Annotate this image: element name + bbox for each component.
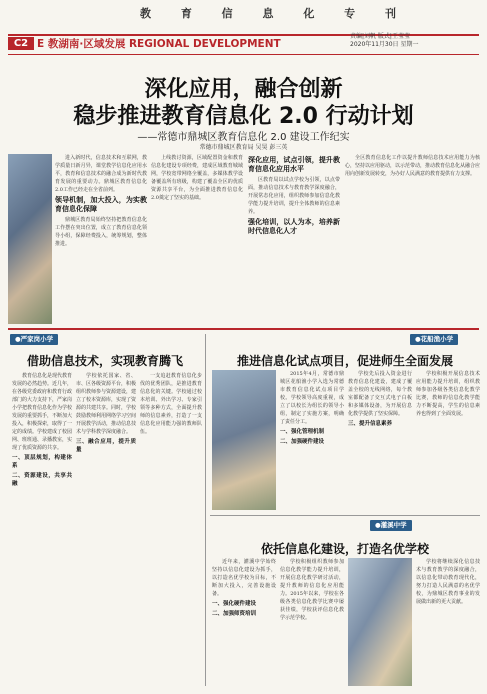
lead-paragraph: 区教育局以试点学校为引领，以点带面，推动信息技术与教育教学深度融合，开展常态化应用，组织教师参加信息化教学能力提升培训，提升全体教师的信息素养。 bbox=[248, 177, 340, 215]
school-photo bbox=[348, 558, 412, 686]
mid-column-2 bbox=[348, 370, 412, 512]
article-subheading: 一、强化硬件建设 bbox=[212, 601, 257, 607]
article-paragraph: 学校依托国家、省、市、区各级资源平台，积极组织教师参与资源建设，建立了校本资源库，实现了资源的共建共享。同时，学校鼓励教师利用网络学习空间开展教学活动，推动信息技术与学科教学深度融合。 bbox=[76, 373, 136, 435]
mid-column-1 bbox=[280, 370, 344, 512]
section-title: 借助信息技术，实现教育腾飞 bbox=[26, 354, 183, 368]
article-paragraph: 2015年4月，常德市鼎城区花船渔小学入选为常德市教育信息化试点项目学校。学校领导高度重视，成立了以校长为组长的领导小组，制定了实施方案，明确了责任分工。 bbox=[280, 371, 344, 425]
article-subheading: 二、资源建设，共享共融 bbox=[12, 473, 72, 487]
left-column-2 bbox=[76, 372, 136, 688]
lead-byline: 常德市鼎城区教育局 吴昊 彭三英 bbox=[199, 144, 288, 151]
section-title: 推进信息化试点项目，促进师生全面发展 bbox=[236, 354, 453, 368]
lead-title-line2: 稳步推进教育信息化 2.0 行动计划 bbox=[73, 104, 414, 129]
lead-column-3 bbox=[248, 154, 340, 324]
section-rule bbox=[210, 515, 480, 516]
lead-paragraph: 鼎城区教育局始终坚持把教育信息化工作摆在突出位置，成立了教育信息化领导小组，保障经费投入，统筹规划，整体推进。 bbox=[55, 217, 147, 247]
column-rule bbox=[205, 334, 206, 686]
article-subheading: 二、加强硬件建设 bbox=[280, 439, 325, 445]
lead-column-2 bbox=[151, 154, 243, 324]
bottom-column-3 bbox=[416, 558, 480, 688]
lead-column-4 bbox=[345, 154, 480, 324]
article-paragraph: 学校积极开展信息技术应用能力提升培训，组织教师参加各级各类信息化教学比赛，教师的信息化教学能力不断提高，学生的信息素养也得到了全面发展。 bbox=[416, 371, 480, 417]
article-paragraph: 近年来，灌溪中学始终坚持以信息化建设为抓手，以打造名优学校为目标，不断加大投入，完善设施设备。 bbox=[212, 559, 276, 597]
article-subheading: 一、顶层规划，构建体系 bbox=[12, 455, 72, 469]
lead-paragraph: 上线教讨资源，区域配置资金和教育信息化建设专项经费，建成区域教育城域网，学校宽带网络全覆盖，多媒体教学设备覆盖所有班级，构建了覆盖全区的优质资源共享平台，为全面推进教育信息化2.0奠定了坚实的基础。 bbox=[151, 155, 243, 201]
lead-subheading: 强化培训，以人为本，培养新时代信息化人才 bbox=[248, 218, 340, 235]
article-paragraph: 学校先后投入资金进行教育信息化建设，建成了覆盖全校的无线网络，每个教室都配备了交互式电子白板和多媒体设备，为开展信息化教学提供了坚实保障。 bbox=[348, 371, 412, 417]
page-number-tag: C2 bbox=[8, 37, 34, 50]
mid-column-3 bbox=[416, 370, 480, 512]
article-paragraph: 教育信息化是现代教育发展的必然趋势。近几年，在各级党委政府和教育行政部门的大力支持下，严家岗小学把教育信息化作为学校发展的重要抓手，不断加大投入，积极探索，取得了一定的成绩。学校建成了校园网、班班通、录播教室，实现了优质资源的共享。 bbox=[12, 373, 72, 451]
section-label-school: ●花船渔小学 bbox=[410, 334, 458, 345]
section-name: E 教湖南·区域发展 REGIONAL DEVELOPMENT bbox=[37, 38, 281, 50]
section-label-school: ●灌溪中学 bbox=[370, 520, 412, 531]
article-paragraph: 一支追赶教育信息化步伐的优秀团队，是推进教育信息化的关键。学校通过校本培训、外出学习、专家引领等多种方式，全面提升教师的信息素养，打造了一支信息化应用能力强的教师队伍。 bbox=[140, 373, 202, 435]
lead-paragraph: 全区教育信息化工作以提升教师信息技术应用能力为核心，坚持以应用驱动，以示范带动，推动教育信息化从融合应用向创新发展转变，为办好人民满意的教育提供有力支撑。 bbox=[345, 155, 480, 177]
lead-subheading: 深化应用，试点引领，提升教育信息化应用水平 bbox=[248, 156, 340, 173]
lead-paragraph: 进入新时代，信息技术和互联网，教学质量日新月异，课堂教学信息化应用水平，教育和信息技术的融合成为新时代教育发展的重要动力。鼎城区教育信息化2.0工作已经走在全省前列。 bbox=[55, 155, 147, 193]
article-subheading: 三、提升信息素养 bbox=[348, 421, 393, 427]
lead-title-line1: 深化应用，融合创新 bbox=[144, 77, 343, 102]
article-subheading: 一、强化管理机制 bbox=[280, 429, 325, 435]
section-label-school: ●严家岗小学 bbox=[10, 334, 58, 345]
lead-photo bbox=[8, 154, 52, 324]
editor-line: 责编|刘帆 版式|王莹莹 bbox=[350, 33, 410, 40]
left-column-3 bbox=[140, 372, 202, 688]
lead-column-1 bbox=[55, 154, 147, 324]
edition-meta bbox=[350, 33, 480, 49]
date-line: 2020年11月30日 星期一 bbox=[350, 41, 419, 48]
article-subheading: 二、加强师资培训 bbox=[212, 611, 257, 617]
lead-subtitle: ——常德市鼎城区教育信息化 2.0 建设工作纪实 bbox=[137, 132, 350, 143]
left-column-1 bbox=[12, 372, 72, 688]
masthead: 教 育 信 息 化 专 刊 bbox=[140, 7, 409, 20]
article-paragraph: 学校将继续深化信息技术与教育教学的深度融合，以信息化带动教育现代化，努力打造人民满意的名优学校，为鼎城区教育事业的发展做出新的更大贡献。 bbox=[416, 559, 480, 605]
article-subheading: 三、融合应用，提升质量 bbox=[76, 439, 136, 453]
article-paragraph: 学校积极组织教师参加信息化教学能力提升培训，开展信息化教学研讨活动，提升教师的信息化应用能力。2015年以来，学校在各级各类信息化教学比赛中屡获佳绩，学校获评信息化教学示范学校。 bbox=[280, 559, 344, 621]
bottom-column-1 bbox=[212, 558, 276, 688]
section-title: 依托信息化建设，打造名优学校 bbox=[260, 542, 429, 556]
bottom-column-2 bbox=[280, 558, 344, 688]
lead-subheading: 领导机制，加大投入，为实教育信息化保障 bbox=[55, 196, 147, 213]
section-divider bbox=[8, 328, 479, 330]
school-photo bbox=[212, 370, 276, 510]
